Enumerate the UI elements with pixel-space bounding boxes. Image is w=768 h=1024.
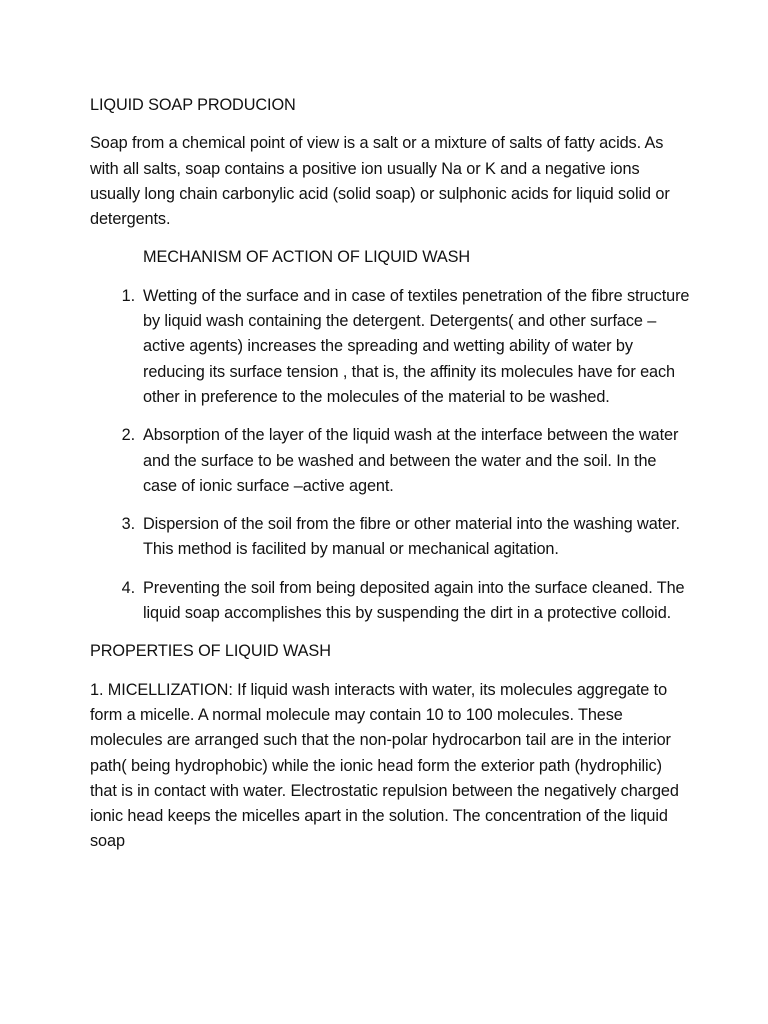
mechanism-heading: MECHANISM OF ACTION OF LIQUID WASH <box>143 248 471 267</box>
step-number: 3. <box>121 515 135 534</box>
step-text: Wetting of the surface and in case of textiles penetration of the fibre structure by liquid wash containing the detergent. Detergents( and other surface –active agents) increases the spreading and wetting ability of water by reducing its surface tension , that is, the affinity its molecules have for each other in preference to the molecules of the material to be washed. <box>143 286 690 406</box>
step-number: 2. <box>121 426 135 445</box>
document-title: LIQUID SOAP PRODUCION <box>90 96 296 114</box>
step-text: Dispersion of the soil from the fibre or other material into the washing water. This method is facilited by manual or mechanical agitation. <box>143 515 680 559</box>
step-text: Absorption of the layer of the liquid wash at the interface between the water and the surface to be washed and between the water and the soil. In the case of ionic surface –active agent. <box>143 426 679 495</box>
mechanism-steps-list <box>90 284 690 627</box>
mechanism-step <box>90 423 690 499</box>
mechanism-step <box>90 284 690 410</box>
document-body <box>90 93 690 855</box>
mechanism-step <box>90 576 690 627</box>
property-paragraph: 1. MICELLIZATION: If liquid wash interacts with water, its molecules aggregate to form a micelle. A normal molecule may contain 10 to 100 molecules. These molecules are arranged such that the non-polar hydrocarbon tail are in the interior path( being hydrophobic) while the ionic head form the exterior path (hydrophilic) that is in contact with water. Electrostatic repulsion between the negatively charged ionic head keeps the micelles apart in the solution. The concentration of the liquid soap <box>90 680 679 851</box>
step-number: 4. <box>121 578 135 597</box>
mechanism-step <box>90 512 690 563</box>
step-text: Preventing the soil from being deposited again into the surface cleaned. The liquid soap accomplishes this by suspending the dirt in a protective colloid. <box>143 578 685 623</box>
step-number: 1. <box>121 286 135 305</box>
intro-paragraph: Soap from a chemical point of view is a salt or a mixture of salts of fatty acids. As with all salts, soap contains a positive ion usually Na or K and a negative ions usually long chain carbonylic acid (solid soap) or sulphonic acids for liquid solid or detergents. <box>90 134 670 229</box>
properties-heading: PROPERTIES OF LIQUID WASH <box>90 642 331 661</box>
